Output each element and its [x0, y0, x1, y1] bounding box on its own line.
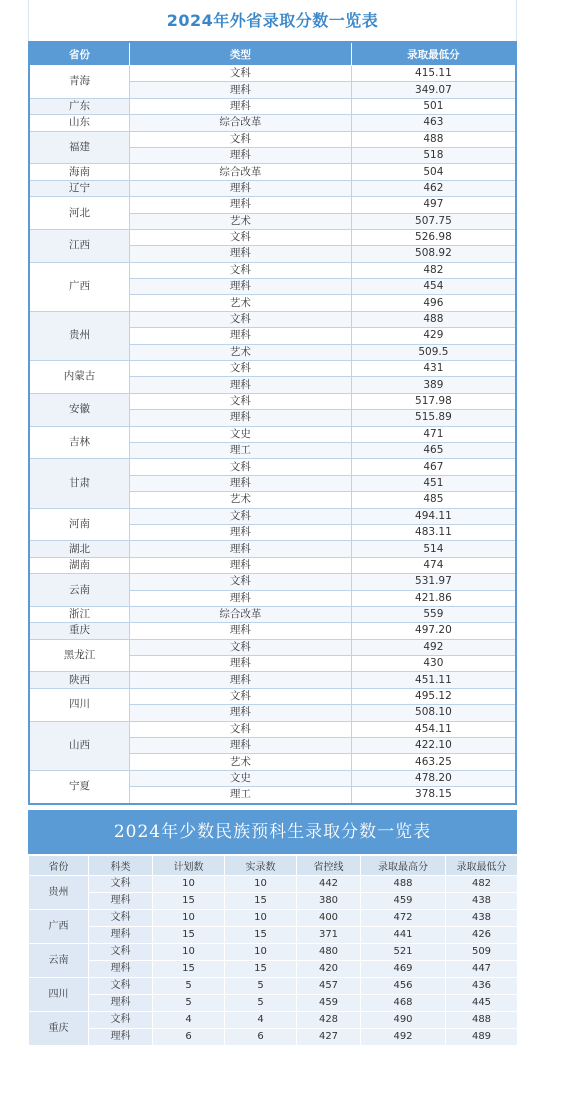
category-cell: 理科 — [89, 961, 153, 978]
table1-header-row — [29, 42, 516, 66]
category-cell: 理科 — [89, 995, 153, 1012]
table-row — [29, 639, 516, 655]
min-score-cell: 431 — [351, 361, 516, 377]
type-cell: 理科 — [129, 328, 351, 344]
header-category: 科类 — [89, 856, 153, 876]
min-score-cell: 438 — [446, 910, 518, 927]
table1-title: 2024年外省录取分数一览表 — [166, 11, 379, 30]
plan-cell: 5 — [153, 995, 225, 1012]
type-cell: 综合改革 — [129, 164, 351, 180]
type-cell: 艺术 — [129, 295, 351, 311]
province-cell: 浙江 — [29, 606, 129, 622]
table-row — [29, 557, 516, 573]
province-cell: 江西 — [29, 229, 129, 262]
plan-cell: 5 — [153, 978, 225, 995]
category-cell: 理科 — [89, 1029, 153, 1046]
max-score-cell: 459 — [361, 893, 446, 910]
min-score-cell: 349.07 — [351, 82, 516, 98]
max-score-cell: 472 — [361, 910, 446, 927]
type-cell: 文科 — [129, 131, 351, 147]
table2-title: 2024年少数民族预科生录取分数一览表 — [28, 810, 517, 854]
min-score-cell: 509 — [446, 944, 518, 961]
table-row — [29, 66, 516, 82]
min-score-cell: 463 — [351, 115, 516, 131]
table-row — [29, 361, 516, 377]
province-cell: 内蒙古 — [29, 361, 129, 394]
min-score-cell: 514 — [351, 541, 516, 557]
min-score-cell: 483.11 — [351, 524, 516, 540]
table-row — [29, 98, 516, 114]
table-row — [29, 927, 518, 944]
province-cell: 湖南 — [29, 557, 129, 573]
province-cell: 辽宁 — [29, 180, 129, 196]
province-cell: 广西 — [29, 910, 89, 944]
max-score-cell: 441 — [361, 927, 446, 944]
admitted-cell: 10 — [225, 910, 297, 927]
min-score-cell: 496 — [351, 295, 516, 311]
plan-cell: 10 — [153, 910, 225, 927]
min-score-cell: 430 — [351, 656, 516, 672]
type-cell: 文科 — [129, 393, 351, 409]
type-cell: 文史 — [129, 426, 351, 442]
header-admitted: 实录数 — [225, 856, 297, 876]
province-cell: 贵州 — [29, 876, 89, 910]
min-score-cell: 378.15 — [351, 787, 516, 804]
table-row — [29, 574, 516, 590]
min-score-cell: 526.98 — [351, 229, 516, 245]
max-score-cell: 468 — [361, 995, 446, 1012]
table-row — [29, 426, 516, 442]
control-line-cell: 400 — [297, 910, 361, 927]
admitted-cell: 5 — [225, 978, 297, 995]
min-score-cell: 482 — [446, 876, 518, 893]
province-cell: 黑龙江 — [29, 639, 129, 672]
control-line-cell: 480 — [297, 944, 361, 961]
type-cell: 文科 — [129, 361, 351, 377]
type-cell: 理科 — [129, 656, 351, 672]
max-score-cell: 488 — [361, 876, 446, 893]
province-cell: 甘肃 — [29, 459, 129, 508]
plan-cell: 10 — [153, 876, 225, 893]
table-row — [29, 688, 516, 704]
min-score-cell: 489 — [446, 1029, 518, 1046]
table-row — [29, 944, 518, 961]
max-score-cell: 456 — [361, 978, 446, 995]
table-row — [29, 995, 518, 1012]
type-cell: 艺术 — [129, 492, 351, 508]
type-cell: 文史 — [129, 770, 351, 786]
table-row — [29, 508, 516, 524]
admitted-cell: 4 — [225, 1012, 297, 1029]
table-row — [29, 721, 516, 737]
header-province: 省份 — [29, 42, 129, 66]
header-min-score: 录取最低分 — [351, 42, 516, 66]
header-min-score: 录取最低分 — [446, 856, 518, 876]
min-score-cell: 462 — [351, 180, 516, 196]
type-cell: 理工 — [129, 442, 351, 458]
type-cell: 文科 — [129, 229, 351, 245]
table-row — [29, 459, 516, 475]
min-score-cell: 463.25 — [351, 754, 516, 770]
table-row — [29, 770, 516, 786]
plan-cell: 6 — [153, 1029, 225, 1046]
min-score-cell: 429 — [351, 328, 516, 344]
min-score-cell: 465 — [351, 442, 516, 458]
min-score-cell: 436 — [446, 978, 518, 995]
table-row — [29, 164, 516, 180]
control-line-cell: 427 — [297, 1029, 361, 1046]
header-province: 省份 — [29, 856, 89, 876]
max-score-cell: 490 — [361, 1012, 446, 1029]
province-cell: 重庆 — [29, 1012, 89, 1046]
max-score-cell: 521 — [361, 944, 446, 961]
province-cell: 山西 — [29, 721, 129, 770]
category-cell: 文科 — [89, 1012, 153, 1029]
category-cell: 文科 — [89, 978, 153, 995]
table-row — [29, 876, 518, 893]
province-cell: 山东 — [29, 115, 129, 131]
min-score-cell: 518 — [351, 147, 516, 163]
min-score-cell: 415.11 — [351, 66, 516, 82]
min-score-cell: 508.92 — [351, 246, 516, 262]
min-score-cell: 508.10 — [351, 705, 516, 721]
min-score-cell: 488 — [446, 1012, 518, 1029]
min-score-cell: 504 — [351, 164, 516, 180]
table-row — [29, 180, 516, 196]
header-control-line: 省控线 — [297, 856, 361, 876]
min-score-cell: 515.89 — [351, 410, 516, 426]
table-row — [29, 197, 516, 213]
province-cell: 云南 — [29, 944, 89, 978]
admitted-cell: 10 — [225, 876, 297, 893]
type-cell: 理科 — [129, 738, 351, 754]
min-score-cell: 447 — [446, 961, 518, 978]
min-score-cell: 421.86 — [351, 590, 516, 606]
type-cell: 理科 — [129, 410, 351, 426]
min-score-cell: 474 — [351, 557, 516, 573]
province-cell: 重庆 — [29, 623, 129, 639]
province-cell: 福建 — [29, 131, 129, 164]
min-score-cell: 494.11 — [351, 508, 516, 524]
admitted-cell: 15 — [225, 927, 297, 944]
admitted-cell: 10 — [225, 944, 297, 961]
province-cell: 吉林 — [29, 426, 129, 459]
plan-cell: 15 — [153, 893, 225, 910]
type-cell: 文科 — [129, 459, 351, 475]
table-row — [29, 115, 516, 131]
table-row — [29, 623, 516, 639]
header-max-score: 录取最高分 — [361, 856, 446, 876]
category-cell: 文科 — [89, 910, 153, 927]
min-score-cell: 451.11 — [351, 672, 516, 688]
min-score-cell: 422.10 — [351, 738, 516, 754]
min-score-cell: 426 — [446, 927, 518, 944]
plan-cell: 4 — [153, 1012, 225, 1029]
type-cell: 文科 — [129, 311, 351, 327]
minority-preparatory-scores-table — [28, 855, 518, 1046]
type-cell: 理科 — [129, 557, 351, 573]
province-cell: 安徽 — [29, 393, 129, 426]
table-row — [29, 910, 518, 927]
table-row — [29, 393, 516, 409]
province-cell: 河南 — [29, 508, 129, 541]
province-cell: 陕西 — [29, 672, 129, 688]
type-cell: 理科 — [129, 246, 351, 262]
table-row — [29, 131, 516, 147]
type-cell: 理科 — [129, 524, 351, 540]
province-cell: 河北 — [29, 197, 129, 230]
type-cell: 文科 — [129, 262, 351, 278]
min-score-cell: 485 — [351, 492, 516, 508]
province-cell: 广西 — [29, 262, 129, 311]
table-row — [29, 541, 516, 557]
type-cell: 文科 — [129, 688, 351, 704]
min-score-cell: 509.5 — [351, 344, 516, 360]
admitted-cell: 6 — [225, 1029, 297, 1046]
type-cell: 理科 — [129, 180, 351, 196]
min-score-cell: 495.12 — [351, 688, 516, 704]
control-line-cell: 442 — [297, 876, 361, 893]
type-cell: 艺术 — [129, 344, 351, 360]
table2-header-row — [29, 856, 518, 876]
table-row — [29, 961, 518, 978]
admitted-cell: 15 — [225, 961, 297, 978]
min-score-cell: 497 — [351, 197, 516, 213]
type-cell: 理科 — [129, 541, 351, 557]
type-cell: 文科 — [129, 639, 351, 655]
province-cell: 四川 — [29, 978, 89, 1012]
province-cell: 广东 — [29, 98, 129, 114]
min-score-cell: 438 — [446, 893, 518, 910]
province-cell: 海南 — [29, 164, 129, 180]
province-cell: 青海 — [29, 66, 129, 99]
max-score-cell: 469 — [361, 961, 446, 978]
type-cell: 理科 — [129, 623, 351, 639]
type-cell: 理科 — [129, 197, 351, 213]
min-score-cell: 507.75 — [351, 213, 516, 229]
type-cell: 文科 — [129, 508, 351, 524]
control-line-cell: 371 — [297, 927, 361, 944]
type-cell: 理科 — [129, 147, 351, 163]
min-score-cell: 501 — [351, 98, 516, 114]
min-score-cell: 488 — [351, 131, 516, 147]
table-row — [29, 893, 518, 910]
type-cell: 文科 — [129, 721, 351, 737]
type-cell: 理科 — [129, 377, 351, 393]
province-cell: 贵州 — [29, 311, 129, 360]
min-score-cell: 454 — [351, 279, 516, 295]
min-score-cell: 488 — [351, 311, 516, 327]
min-score-cell: 531.97 — [351, 574, 516, 590]
type-cell: 理科 — [129, 475, 351, 491]
province-cell: 四川 — [29, 688, 129, 721]
plan-cell: 15 — [153, 961, 225, 978]
table-row — [29, 229, 516, 245]
control-line-cell: 428 — [297, 1012, 361, 1029]
control-line-cell: 380 — [297, 893, 361, 910]
header-plan: 计划数 — [153, 856, 225, 876]
max-score-cell: 492 — [361, 1029, 446, 1046]
table-row — [29, 1029, 518, 1046]
type-cell: 艺术 — [129, 754, 351, 770]
header-type: 类型 — [129, 42, 351, 66]
province-cell: 宁夏 — [29, 770, 129, 803]
table-row — [29, 311, 516, 327]
category-cell: 文科 — [89, 876, 153, 893]
min-score-cell: 559 — [351, 606, 516, 622]
min-score-cell: 445 — [446, 995, 518, 1012]
admitted-cell: 5 — [225, 995, 297, 1012]
type-cell: 艺术 — [129, 213, 351, 229]
table-row — [29, 606, 516, 622]
type-cell: 理科 — [129, 705, 351, 721]
table-row — [29, 262, 516, 278]
min-score-cell: 517.98 — [351, 393, 516, 409]
plan-cell: 10 — [153, 944, 225, 961]
type-cell: 理科 — [129, 590, 351, 606]
control-line-cell: 457 — [297, 978, 361, 995]
category-cell: 理科 — [89, 893, 153, 910]
table-row — [29, 672, 516, 688]
min-score-cell: 454.11 — [351, 721, 516, 737]
table-row — [29, 978, 518, 995]
min-score-cell: 482 — [351, 262, 516, 278]
type-cell: 理科 — [129, 672, 351, 688]
type-cell: 理科 — [129, 82, 351, 98]
category-cell: 理科 — [89, 927, 153, 944]
min-score-cell: 471 — [351, 426, 516, 442]
type-cell: 理工 — [129, 787, 351, 804]
min-score-cell: 467 — [351, 459, 516, 475]
min-score-cell: 389 — [351, 377, 516, 393]
type-cell: 文科 — [129, 66, 351, 82]
type-cell: 理科 — [129, 98, 351, 114]
province-cell: 云南 — [29, 574, 129, 607]
province-cell: 湖北 — [29, 541, 129, 557]
table-row — [29, 1012, 518, 1029]
admitted-cell: 15 — [225, 893, 297, 910]
min-score-cell: 497.20 — [351, 623, 516, 639]
min-score-cell: 451 — [351, 475, 516, 491]
plan-cell: 15 — [153, 927, 225, 944]
category-cell: 文科 — [89, 944, 153, 961]
type-cell: 文科 — [129, 574, 351, 590]
out-of-province-scores-table — [28, 41, 517, 805]
type-cell: 理科 — [129, 279, 351, 295]
control-line-cell: 459 — [297, 995, 361, 1012]
type-cell: 综合改革 — [129, 606, 351, 622]
type-cell: 综合改革 — [129, 115, 351, 131]
min-score-cell: 492 — [351, 639, 516, 655]
control-line-cell: 420 — [297, 961, 361, 978]
min-score-cell: 478.20 — [351, 770, 516, 786]
